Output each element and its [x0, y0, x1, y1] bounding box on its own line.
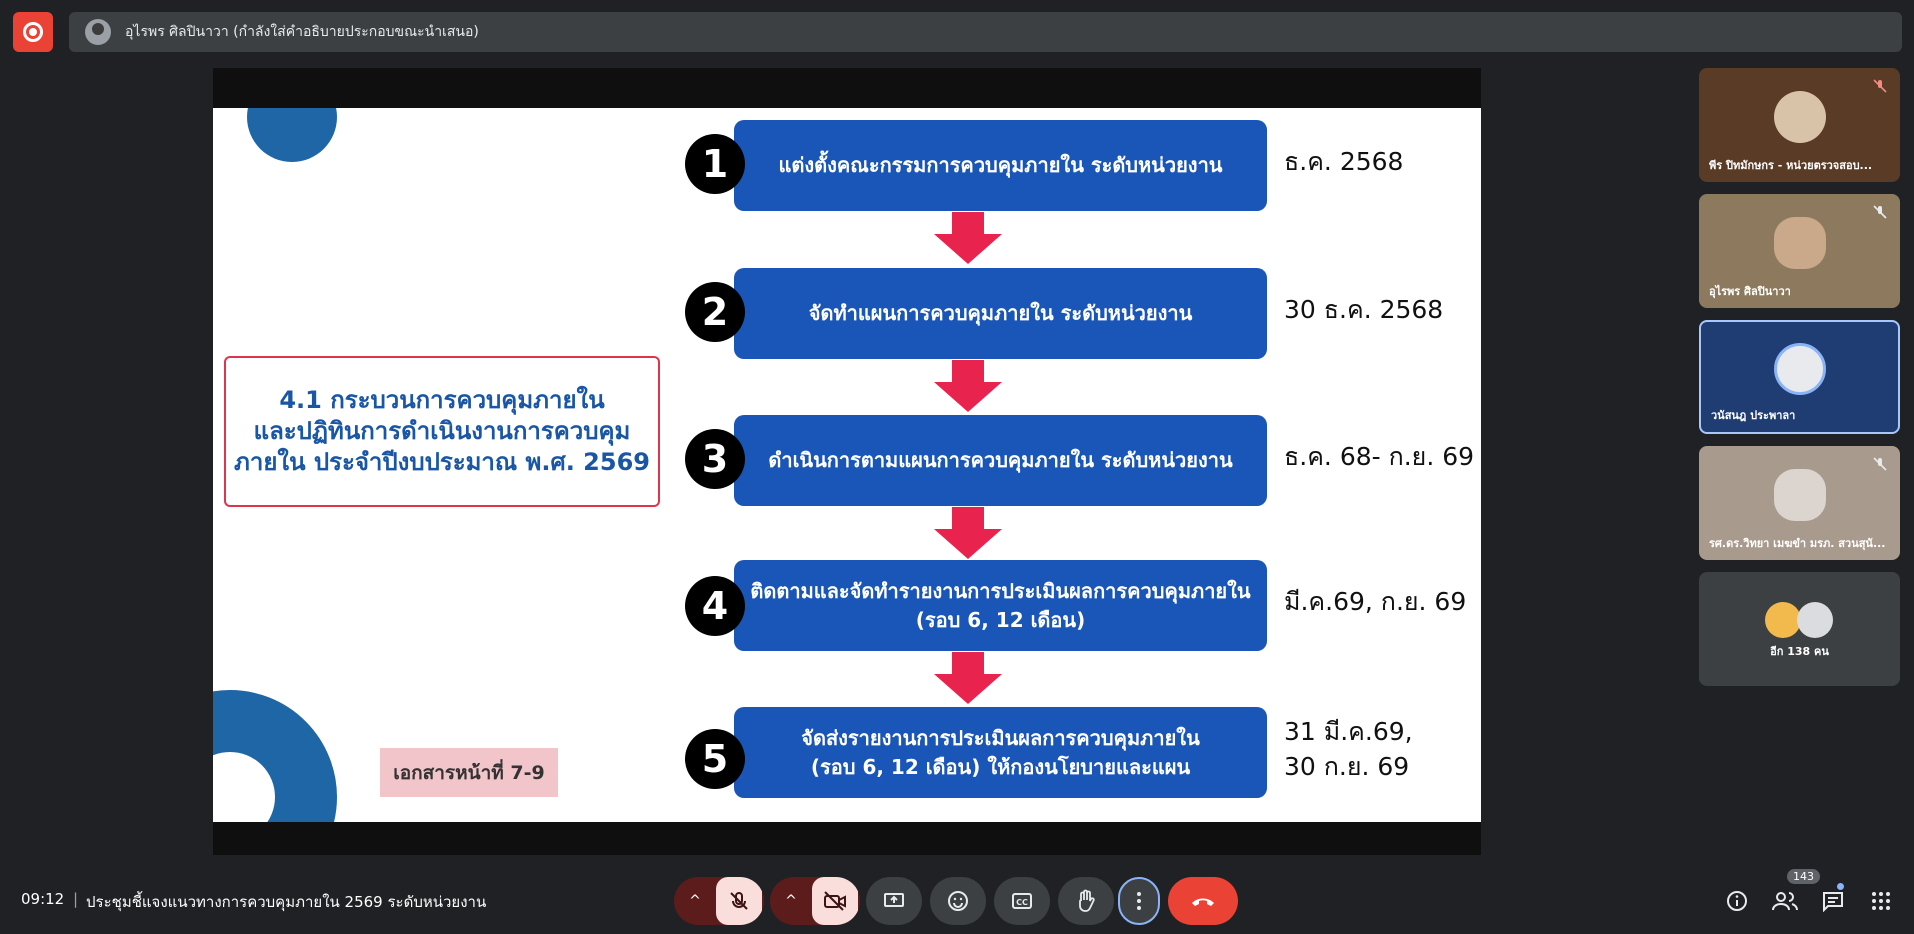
mic-off-icon: [1872, 456, 1888, 472]
mic-toggle-button[interactable]: [716, 877, 762, 925]
step-1-box: [734, 120, 1267, 211]
presentation-slide: [213, 108, 1481, 822]
slide-title-box: [224, 356, 660, 507]
emoji-icon: [947, 890, 969, 912]
step-5-number: 5: [685, 729, 745, 789]
step-date-line: 30 ก.ย. 69: [1284, 752, 1410, 781]
recording-button[interactable]: [13, 12, 53, 52]
present-button[interactable]: [866, 877, 922, 925]
slide-title-line: และปฏิทินการดำเนินงานการควบคุม: [253, 416, 631, 445]
step-4-box: [734, 560, 1267, 651]
participant-avatar: [1765, 602, 1801, 638]
participant-name: พีร ปิทมักษกร - หน่วยตรวจสอบ...: [1709, 159, 1873, 172]
step-text: (รอบ 6, 12 เดือน) ให้กองนโยบายและแผน: [810, 754, 1191, 779]
end-call-icon: [1190, 894, 1216, 908]
document-page-reference: เอกสารหน้าที่ 7-9: [380, 748, 558, 797]
slide-title: [234, 385, 650, 479]
chevron-up-icon[interactable]: ^: [785, 893, 797, 909]
chevron-up-icon[interactable]: ^: [689, 893, 701, 909]
decorative-ring: [213, 690, 337, 822]
apps-grid-icon: [1871, 891, 1891, 911]
participant-video: [1774, 469, 1826, 521]
step-5-date: [1284, 714, 1413, 784]
step-3-number: 3: [685, 429, 745, 489]
step-5-box: [734, 707, 1267, 798]
step-date-line: 31 มี.ค.69,: [1284, 717, 1413, 746]
reactions-button[interactable]: [930, 877, 986, 925]
more-participants-tile[interactable]: [1699, 572, 1900, 686]
clock: 09:12: [21, 890, 65, 908]
captions-button[interactable]: [994, 877, 1050, 925]
participant-tile[interactable]: [1699, 446, 1900, 560]
presenter-bar[interactable]: [69, 12, 1902, 52]
people-icon: [1772, 890, 1798, 912]
more-options-button[interactable]: [1118, 877, 1160, 925]
chat-icon: [1821, 890, 1845, 912]
slide-title-line: ภายใน ประจำปีงบประมาณ พ.ศ. 2569: [234, 448, 650, 477]
meeting-details-button[interactable]: [1722, 886, 1752, 916]
participant-avatar: [1797, 602, 1833, 638]
divider: |: [73, 890, 79, 908]
people-count-badge: 143: [1787, 869, 1820, 884]
participant-name: วนัสนฎ ประพาลา: [1711, 409, 1796, 422]
mic-off-icon: [1872, 78, 1888, 94]
presenter-avatar: [85, 19, 111, 45]
chat-notification-dot: [1837, 883, 1844, 890]
step-2-box: [734, 268, 1267, 359]
meeting-title: ประชุมชี้แจงแนวทางการควบคุมภายใน 2569 ระดับหน่วยงาน: [86, 893, 487, 911]
step-3-date: ธ.ค. 68- ก.ย. 69: [1284, 442, 1475, 471]
raise-hand-button[interactable]: [1058, 877, 1114, 925]
participant-name: อุไรพร ศิลปินาวา: [1709, 285, 1791, 298]
step-text: แต่งตั้งคณะกรรมการควบคุมภายใน ระดับหน่วยงาน: [778, 153, 1223, 177]
camera-off-icon: [823, 890, 847, 912]
mic-control[interactable]: [674, 877, 764, 925]
record-icon: [23, 22, 43, 42]
svg-text:CC: CC: [1016, 898, 1028, 907]
participant-tile[interactable]: [1699, 194, 1900, 308]
end-call-button[interactable]: [1168, 877, 1238, 925]
captions-icon: [1011, 892, 1033, 910]
step-text: จัดส่งรายงานการประเมินผลการควบคุมภายใน: [801, 725, 1200, 750]
step-text: (รอบ 6, 12 เดือน): [915, 607, 1086, 632]
chat-button[interactable]: [1818, 886, 1848, 916]
step-1-number: 1: [685, 134, 745, 194]
camera-control[interactable]: [770, 877, 860, 925]
more-vert-icon: [1136, 891, 1142, 911]
step-3-box: [734, 415, 1267, 506]
step-text: ติดตามและจัดทำรายงานการประเมินผลการควบคุมภายใน: [750, 578, 1251, 603]
mic-off-icon: [1872, 204, 1888, 220]
decorative-circle: [247, 108, 337, 162]
raise-hand-icon: [1075, 889, 1097, 913]
mic-off-icon: [728, 890, 750, 912]
step-text: จัดทำแผนการควบคุมภายใน ระดับหน่วยงาน: [808, 301, 1193, 325]
camera-toggle-button[interactable]: [812, 877, 858, 925]
step-4-number: 4: [685, 576, 745, 636]
more-participants-count: อีก 138 คน: [1770, 645, 1829, 658]
presenter-status-text: อุไรพร ศิลปินาวา (กำลังใส่คำอธิบายประกอบขณะนำเสนอ): [125, 24, 479, 40]
step-text: ดำเนินการตามแผนการควบคุมภายใน ระดับหน่วยงาน: [768, 448, 1233, 472]
step-2-number: 2: [685, 282, 745, 342]
people-button[interactable]: [1770, 886, 1800, 916]
slide-title-line: 4.1 กระบวนการควบคุมภายใน: [279, 385, 605, 414]
step-1-date: ธ.ค. 2568: [1284, 147, 1404, 176]
step-4-date: มี.ค.69, ก.ย. 69: [1284, 587, 1467, 616]
activities-button[interactable]: [1866, 886, 1896, 916]
info-icon: [1725, 889, 1749, 913]
step-2-date: 30 ธ.ค. 2568: [1284, 295, 1444, 324]
present-icon: [883, 891, 905, 911]
participant-tile-active-speaker[interactable]: [1699, 320, 1900, 434]
participant-avatar: [1774, 343, 1826, 395]
participant-tile[interactable]: [1699, 68, 1900, 182]
participant-avatar: [1774, 91, 1826, 143]
participant-video: [1774, 217, 1826, 269]
participant-name: รศ.ดร.วิทยา เมฆขำ มรภ. สวนสุนั...: [1709, 537, 1886, 550]
